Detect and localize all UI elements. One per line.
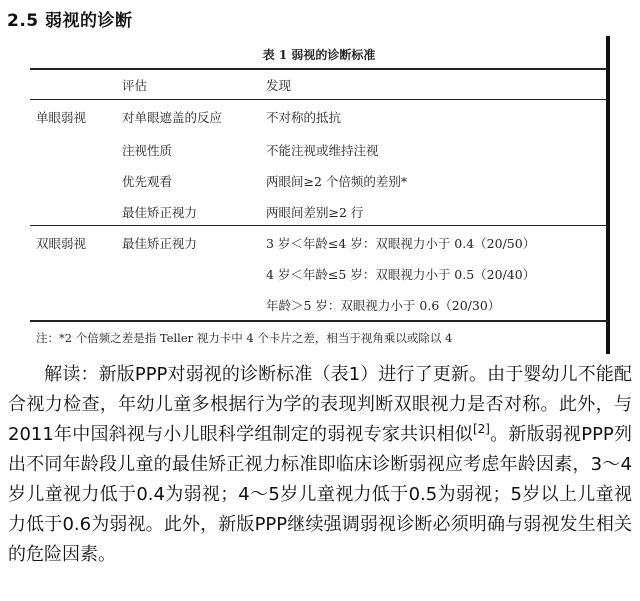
table-cell: 最佳矫正视力 [122, 236, 198, 251]
reference-marker: [2] [472, 422, 490, 436]
column-header-assessment: 评估 [122, 78, 148, 93]
table-cell: 不对称的抵抗 [266, 110, 342, 125]
table-cell: 注视性质 [122, 143, 173, 158]
table-cell: 4 岁＜年龄≤5 岁：双眼视力小于 0.5（20/40） [266, 267, 536, 282]
table-cell: 两眼间≥2 个倍频的差别* [266, 174, 408, 189]
diagnosis-table [30, 36, 608, 352]
table-cell: 优先观看 [122, 174, 173, 189]
group-rule [30, 225, 608, 226]
table-cell: 不能注视或维持注视 [266, 143, 379, 158]
table-bottom-rule [30, 320, 608, 322]
table-cell: 最佳矫正视力 [122, 205, 198, 220]
header-rule [30, 99, 608, 100]
table-caption: 表 1 弱视的诊断标准 [262, 48, 376, 62]
paragraph-text-after-ref: 。新版弱视PPP列出不同年龄段儿童的最佳矫正视力标准即临床诊断弱视应考虑年龄因素，3～4岁儿童视力低于0.4为弱视；4～5岁儿童视力低于0.5为弱视；5岁以上儿童视力低于0.6为弱视。此外，新版PPP继续强调弱视诊断必须明确与弱视发生相关的危险因素。 [8, 424, 632, 565]
table-cell: 年龄＞5 岁：双眼视力小于 0.6（20/30） [266, 298, 501, 313]
section-heading: 2.5 弱视的诊断 [7, 11, 133, 31]
table-cell: 两眼间差别≥2 行 [266, 205, 364, 220]
paragraph-text-before-ref: 解读：新版PPP对弱视的诊断标准（表1）进行了更新。由于婴幼儿不能配合视力检查，年幼儿童多根据行为学的表现判断双眼视力是否对称。此外，与2011年中国斜视与小儿眼科学组制定的弱视专家共识相似 [8, 364, 632, 445]
table-cell: 对单眼遮盖的反应 [122, 110, 223, 125]
column-header-finding: 发现 [266, 78, 292, 93]
table-top-rule [30, 68, 608, 70]
interpretation-paragraph [8, 360, 632, 570]
group-label-monocular: 单眼弱视 [36, 110, 87, 125]
table-cell: 3 岁＜年龄≤4 岁：双眼视力小于 0.4（20/50） [266, 236, 536, 251]
group-label-binocular: 双眼弱视 [36, 236, 87, 251]
table-footnote: 注：*2 个倍频之差是指 Teller 视力卡中 4 个卡片之差，相当于视角乘以或除以 4 [36, 331, 453, 345]
